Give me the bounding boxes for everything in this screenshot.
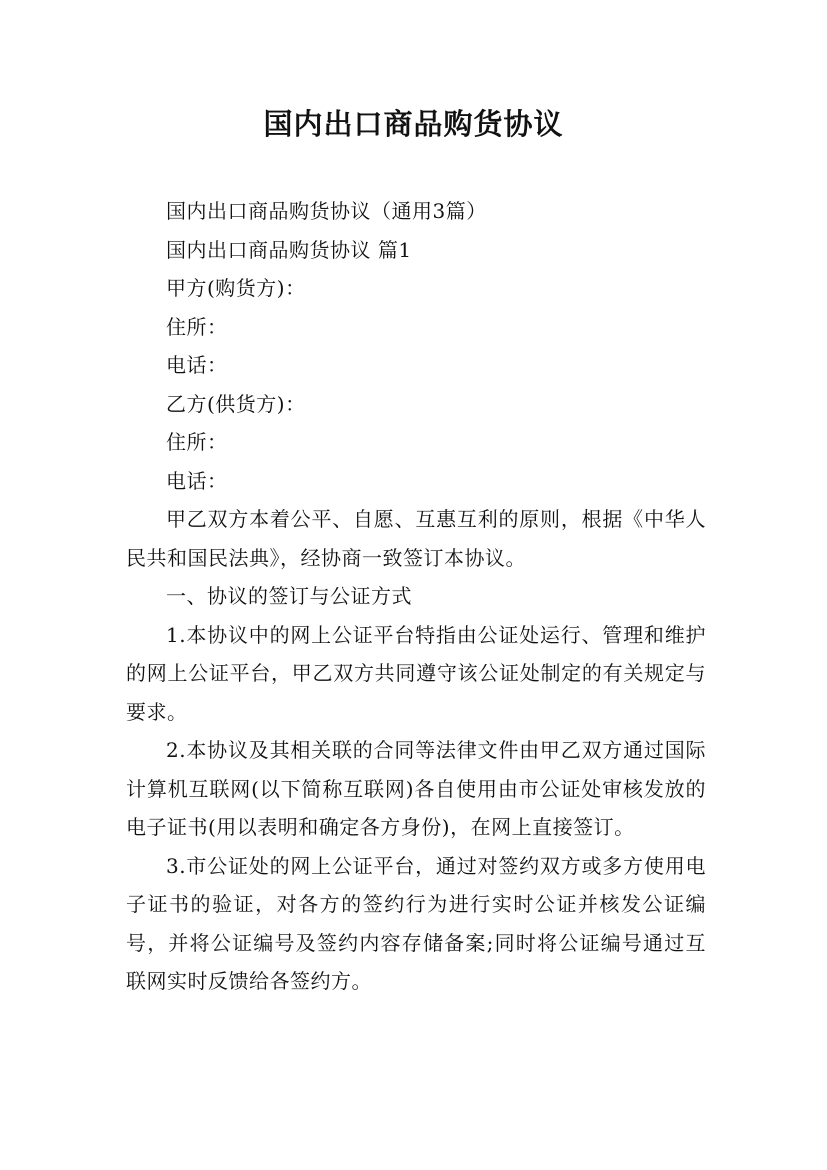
paragraph-preamble: 甲乙双方本着公平、自愿、互惠互利的原则，根据《中华人民共和国民法典》，经协商一致签订本协议。 xyxy=(126,507,706,570)
paragraph-party-b: 乙方(供货方)： xyxy=(166,391,306,416)
paragraph-party-a-phone: 电话： xyxy=(166,353,228,377)
paragraph-party-a: 甲方(购货方)： xyxy=(166,276,306,300)
paragraph-party-a-address: 住所： xyxy=(166,314,228,339)
paragraph-heading-collection: 国内出口商品购货协议（通用3篇） xyxy=(166,199,487,223)
document-body xyxy=(126,192,706,1001)
paragraph-heading-part-1: 国内出口商品购货协议 篇1 xyxy=(166,237,412,262)
paragraph-clause-3: 3.市公证处的网上公证平台，通过对签约双方或多方使用电子证书的验证，对各方的签约行为进行实时公证并核发公证编号，并将公证编号及签约内容存储备案;同时将公证编号通过互联网实时反馈给各签约方。 xyxy=(126,853,706,993)
document-title: 国内出口商品购货协议 xyxy=(263,107,564,141)
paragraph-clause-2: 2.本协议及其相关联的合同等法律文件由甲乙双方通过国际计算机互联网(以下简称互联网)各自使用由市公证处审核发放的电子证书(用以表明和确定各方身份)，在网上直接签订。 xyxy=(126,738,706,839)
paragraph-clause-1: 1.本协议中的网上公证平台特指由公证处运行、管理和维护的网上公证平台，甲乙双方共同遵守该公证处制定的有关规定与要求。 xyxy=(126,622,706,724)
paragraph-section-1-heading: 一、协议的签订与公证方式 xyxy=(166,584,412,608)
paragraph-party-b-phone: 电话： xyxy=(166,468,228,493)
paragraph-party-b-address: 住所： xyxy=(166,430,228,454)
